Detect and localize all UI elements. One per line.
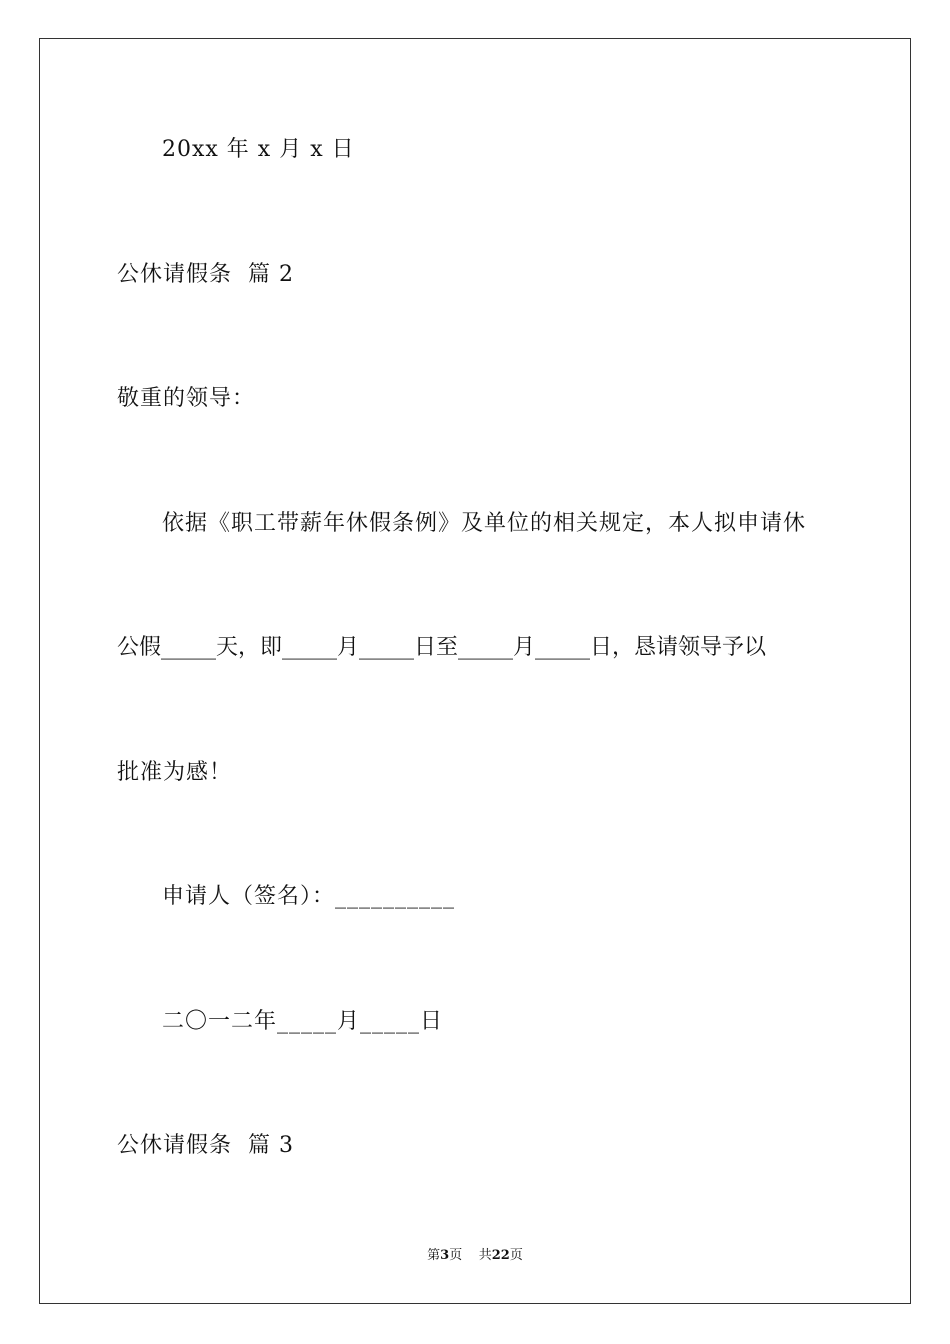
signature-date-line: 二〇一二年_____月_____日 [162, 1009, 444, 1034]
footer-total-prefix: 共 [478, 1248, 492, 1263]
date-line: 20xx 年 x 月 x 日 [162, 137, 355, 162]
section-heading-3: 公休请假条 篇 3 [117, 1133, 294, 1158]
footer-page-prefix: 第 [427, 1248, 441, 1263]
footer-total-unit: 页 [509, 1248, 523, 1263]
body-line-2: 公假_____天，即_____月_____日至_____月_____日，恳请领导予以 [117, 635, 767, 660]
section-heading-2: 公休请假条 篇 2 [117, 262, 294, 287]
salutation: 敬重的领导： [117, 386, 256, 411]
signature-line: 申请人（签名）：__________ [162, 884, 456, 909]
page-footer [0, 1247, 950, 1265]
footer-page-total: 22 [491, 1248, 510, 1263]
body-line-1: 依据《职工带薪年休假条例》及单位的相关规定，本人拟申请休 [162, 511, 807, 536]
page-border [39, 38, 911, 1304]
body-line-3: 批准为感！ [117, 760, 233, 785]
footer-page-unit: 页 [449, 1248, 463, 1263]
footer-page-current: 3 [440, 1248, 450, 1263]
